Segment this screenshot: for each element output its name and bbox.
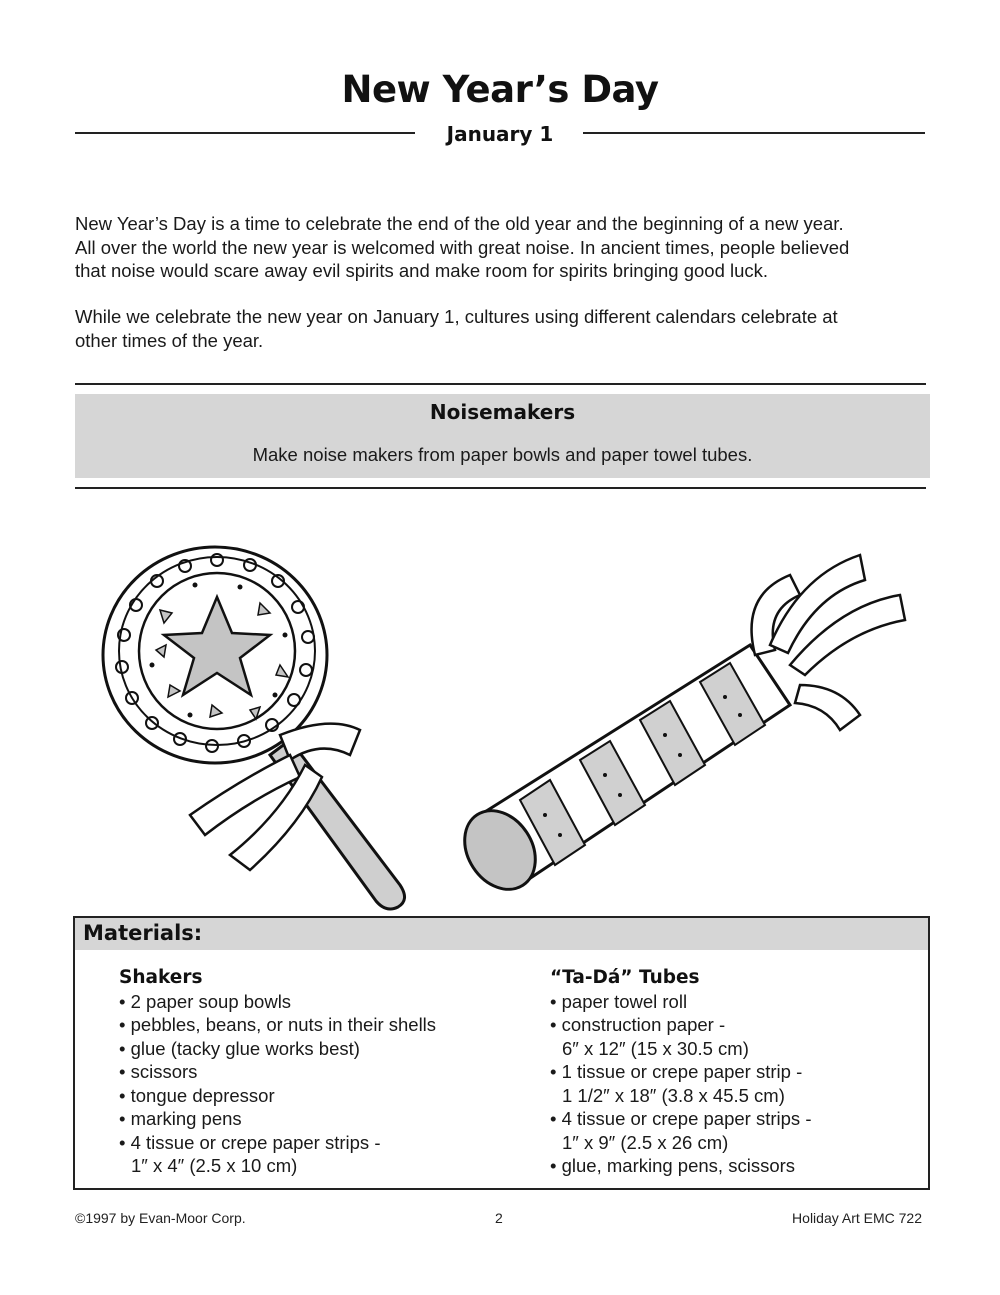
list-item: • tongue depressor <box>119 1084 275 1106</box>
list-item: • glue, marking pens, scissors <box>550 1155 796 1176</box>
divider-bottom <box>75 487 926 489</box>
page-subtitle: January 1 <box>446 122 554 146</box>
list-item: • 2 paper soup bowls <box>119 990 292 1012</box>
noisemakers-box <box>75 394 930 478</box>
list-item: • scissors <box>119 1061 198 1082</box>
noisemakers-illustration <box>100 515 920 915</box>
footer-page-number: 2 <box>495 1210 503 1226</box>
page-title: New Year’s Day <box>341 68 659 111</box>
list-item-continuation: 1 1/2″ x 18″ (3.8 x 45.5 cm) <box>562 1084 785 1106</box>
shakers-heading: Shakers <box>119 967 203 988</box>
shakers-column <box>119 966 499 1178</box>
tubes-heading: “Ta-Dá” Tubes <box>550 967 700 988</box>
list-item-continuation: 1″ x 9″ (2.5 x 26 cm) <box>562 1131 729 1153</box>
intro-line: other times of the year. <box>75 329 264 351</box>
list-item: • construction paper - <box>550 1014 726 1035</box>
intro-line: All over the world the new year is welcomed with great noise. In ancient times, people believed <box>75 236 850 258</box>
intro-paragraph-2 <box>75 305 935 352</box>
list-item: • 4 tissue or crepe paper strips - <box>550 1108 812 1129</box>
materials-box <box>73 916 930 1190</box>
tubes-list <box>550 990 930 1178</box>
shaker-illustration <box>103 547 405 909</box>
list-item: • paper towel roll <box>550 990 688 1012</box>
intro-line: While we celebrate the new year on January 1, cultures using different calendars celebrate at <box>75 306 838 327</box>
tubes-column <box>550 966 930 1178</box>
list-item-continuation: 6″ x 12″ (15 x 30.5 cm) <box>562 1037 749 1059</box>
noisemakers-title: Noisemakers <box>429 400 576 424</box>
intro-paragraph-1 <box>75 212 935 283</box>
subtitle-rule <box>75 122 925 146</box>
list-item: • pebbles, beans, or nuts in their shells <box>119 1014 437 1035</box>
noisemakers-description: Make noise makers from paper bowls and paper towel tubes. <box>252 444 753 465</box>
list-item: • 1 tissue or crepe paper strip - <box>550 1061 803 1082</box>
divider-top <box>75 383 926 385</box>
materials-title: Materials: <box>83 921 203 945</box>
list-item: • marking pens <box>119 1108 242 1129</box>
shakers-list <box>119 990 499 1178</box>
footer-publication: Holiday Art EMC 722 <box>792 1210 922 1226</box>
intro-line: New Year’s Day is a time to celebrate the end of the old year and the beginning of a new year. <box>75 213 844 234</box>
list-item-continuation: 1″ x 4″ (2.5 x 10 cm) <box>131 1155 298 1176</box>
list-item: • glue (tacky glue works best) <box>119 1037 360 1059</box>
footer-copyright: ©1997 by Evan-Moor Corp. <box>75 1210 246 1226</box>
intro-line: that noise would scare away evil spirits and make room for spirits bringing good luck. <box>75 260 769 281</box>
tube-illustration <box>450 555 905 903</box>
list-item: • 4 tissue or crepe paper strips - <box>119 1131 381 1153</box>
materials-header <box>75 918 928 950</box>
